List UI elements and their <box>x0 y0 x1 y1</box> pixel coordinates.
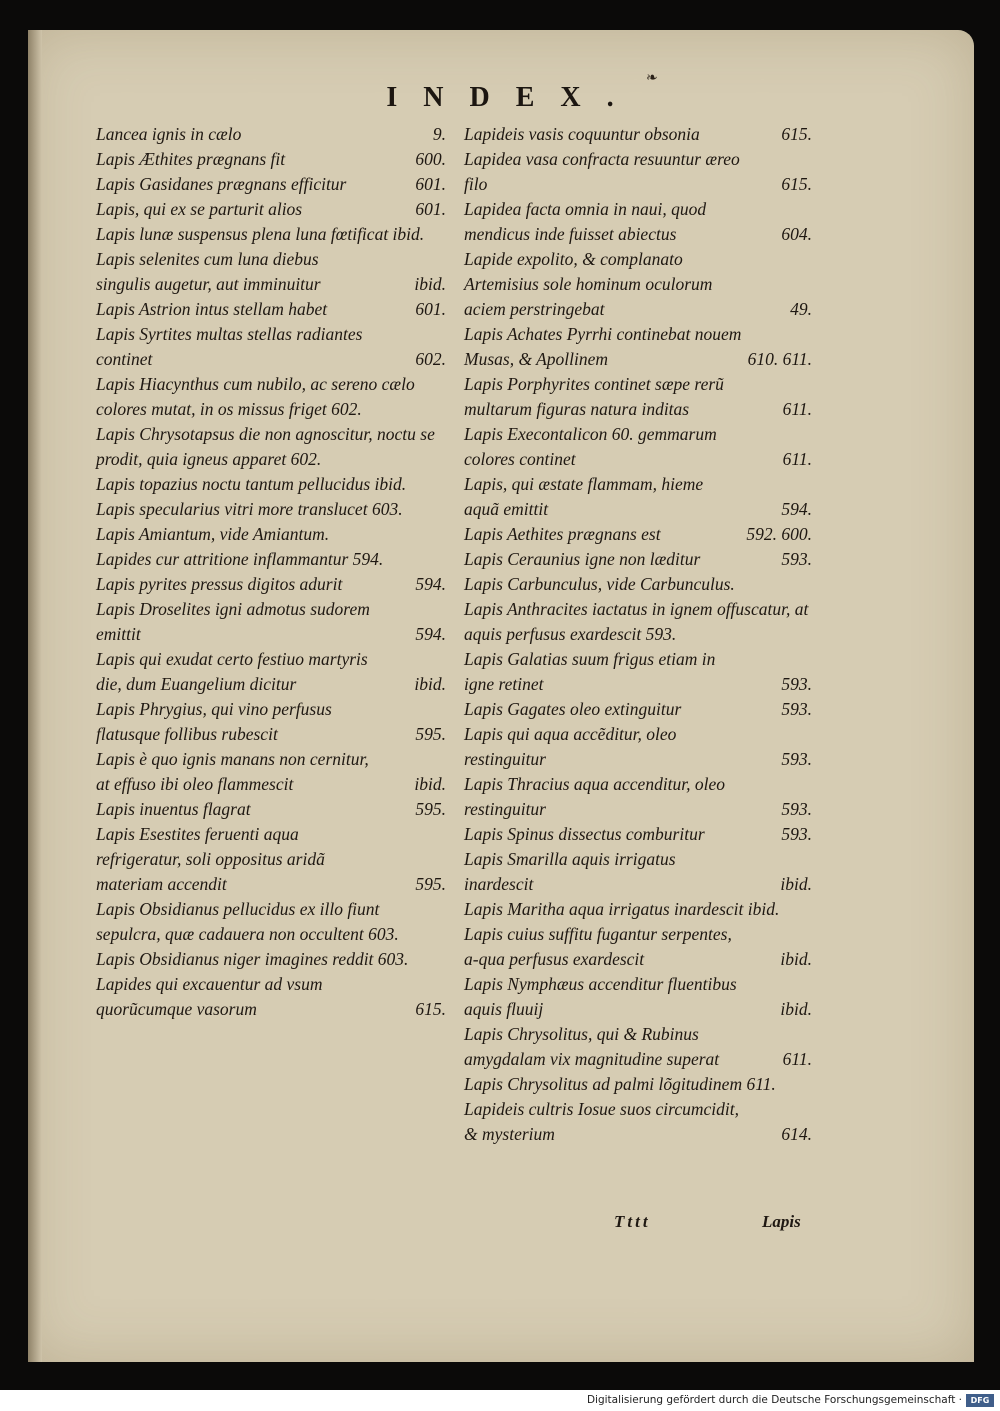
entry-text: Lapis Chrysolitus ad palmi lõgitudinem 611. <box>464 1074 776 1094</box>
index-entry <box>464 147 812 197</box>
ornament: ❧ <box>646 71 658 86</box>
entry-text: Lapis Carbunculus, vide Carbunculus. <box>464 574 735 594</box>
entry-page-number: 593. <box>781 749 812 769</box>
entry-page-number: 592. 600. <box>746 524 812 544</box>
index-entry <box>464 647 812 697</box>
index-entry <box>96 197 446 222</box>
entry-page-number: 600. <box>415 149 446 169</box>
page-spine <box>28 30 42 1362</box>
entry-text: Lapis Execontalicon 60. gemmarum colores continet <box>464 424 717 469</box>
entry-text: Lapis Maritha aqua irrigatus inardescit ibid. <box>464 899 780 919</box>
entry-text: Lancea ignis in cælo <box>96 124 242 144</box>
entry-page-number: 593. <box>781 799 812 819</box>
index-entry <box>96 172 446 197</box>
entry-page-number: 601. <box>415 299 446 319</box>
index-entry <box>464 697 812 722</box>
entry-text: Lapis Ceraunius igne non læditur <box>464 549 701 569</box>
entry-page-number: 593. <box>781 699 812 719</box>
entry-text: Lapis Porphyrites continet sæpe rerũ multarum figuras natura inditas <box>464 374 724 419</box>
index-entry <box>96 797 446 822</box>
entry-page-number: 615. <box>781 174 812 194</box>
entry-page-number: 610. 611. <box>747 349 812 369</box>
catchword: Lapis <box>762 1212 801 1231</box>
entry-page-number: 604. <box>781 224 812 244</box>
entry-text: Lapis Syrtites multas stellas radiantes continet <box>96 324 363 369</box>
entry-text: Lapis Nymphæus accenditur fluentibus aquis fluuij <box>464 974 737 1019</box>
entry-text: Lapides cur attritione inflammantur 594. <box>96 549 384 569</box>
page-heading: INDEX. <box>386 82 640 113</box>
entry-text: Lapis Phrygius, qui vino perfusus flatusque follibus rubescit <box>96 699 332 744</box>
entry-page-number: ibid. <box>780 949 812 969</box>
index-entry <box>464 772 812 822</box>
entry-text: Lapis Aethites prægnans est <box>464 524 661 544</box>
entry-text: Lapis Galatias suum frigus etiam in igne retinet <box>464 649 716 694</box>
index-entry <box>464 422 812 472</box>
index-entry <box>464 722 812 772</box>
entry-text: Lapis lunæ suspensus plena luna fœtificat ibid. <box>96 224 425 244</box>
index-entry <box>96 522 446 547</box>
index-entry <box>96 947 446 972</box>
index-entry <box>96 897 446 947</box>
index-entry <box>464 522 812 547</box>
index-entry <box>464 472 812 522</box>
index-entry <box>464 847 812 897</box>
entry-page-number: 593. <box>781 674 812 694</box>
entry-text: Lapis Smarilla aquis irrigatus inardescit <box>464 849 676 894</box>
entry-text: Lapis cuius suffitu fugantur serpentes, a-qua perfusus exardescit <box>464 924 732 969</box>
entry-text: Lapis Æthites prægnans fit <box>96 149 286 169</box>
entry-page-number: ibid. <box>780 874 812 894</box>
entry-page-number: 49. <box>790 299 812 319</box>
entry-page-number: 594. <box>415 624 446 644</box>
entry-page-number: 9. <box>432 124 446 144</box>
entry-text: Lapis Gasidanes prægnans efficitur <box>96 174 347 194</box>
index-entry <box>96 422 446 472</box>
entry-text: Lapideis cultris Iosue suos circumcidit, & mysterium <box>464 1099 739 1144</box>
index-entry <box>464 572 812 597</box>
entry-text: Lapis Chrysolitus, qui & Rubinus amygdalam vix magnitudine superat <box>464 1024 720 1069</box>
entry-page-number: 595. <box>415 799 446 819</box>
dfg-logo: DFG <box>966 1394 994 1407</box>
index-entry <box>464 822 812 847</box>
index-entry <box>96 647 446 697</box>
entry-page-number: 601. <box>415 199 446 219</box>
index-entry <box>464 372 812 422</box>
index-entry <box>96 572 446 597</box>
entry-text: Lapis, qui ex se parturit alios <box>96 199 303 219</box>
footer-bar <box>0 1391 1000 1411</box>
entry-text: Lapidea facta omnia in naui, quod mendicus inde fuisset abiectus <box>464 199 707 244</box>
entry-text: Lapis Gagates oleo extinguitur <box>464 699 682 719</box>
index-entry <box>96 547 446 572</box>
index-entry <box>96 222 446 247</box>
index-entry <box>96 472 446 497</box>
entry-page-number: 615. <box>781 124 812 144</box>
entry-page-number: ibid. <box>414 274 446 294</box>
index-entry <box>96 747 446 797</box>
entry-text: Lapide expolito, & complanato Artemisius sole hominum oculorum aciem perstringebat <box>464 249 713 319</box>
index-entry <box>464 1097 812 1147</box>
index-entry <box>464 897 812 922</box>
index-entry <box>464 547 812 572</box>
index-entry <box>96 247 446 297</box>
entry-text: Lapis, qui æstate flammam, hieme aquã emittit <box>464 474 704 519</box>
entry-page-number: ibid. <box>414 674 446 694</box>
index-entry <box>96 697 446 747</box>
entry-page-number: 611. <box>782 1049 812 1069</box>
index-entry <box>96 372 446 422</box>
entry-text: Lapideis vasis coquuntur obsonia <box>464 124 700 144</box>
funding-notice: Digitalisierung gefördert durch die Deutsche Forschungsgemeinschaft · <box>586 1394 962 1406</box>
entry-text: Lapis Anthracites iactatus in ignem offuscatur, at aquis perfusus exardescit 593. <box>464 599 809 644</box>
entry-text: Lapis qui aqua accẽditur, oleo restinguitur <box>464 724 677 769</box>
entry-text: Lapis Droselites igni admotus sudorem emittit <box>96 599 370 644</box>
entry-text: Lapis Hiacynthus cum nubilo, ac sereno cælo colores mutat, in os missus friget 602. <box>96 374 415 419</box>
entry-text: Lapis Achates Pyrrhi continebat nouem Musas, & Apollinem <box>464 324 742 369</box>
entry-text: Lapis Astrion intus stellam habet <box>96 299 328 319</box>
index-entry <box>96 497 446 522</box>
entry-page-number: 601. <box>415 174 446 194</box>
entry-text: Lapis è quo ignis manans non cernitur, at effuso ibi oleo flammescit <box>96 749 369 794</box>
entry-page-number: 594. <box>781 499 812 519</box>
entry-page-number: 593. <box>781 824 812 844</box>
index-entry <box>96 297 446 322</box>
entry-text: Lapis topazius noctu tantum pellucidus ibid. <box>96 474 407 494</box>
index-entry <box>96 147 446 172</box>
entry-page-number: 611. <box>782 449 812 469</box>
index-entry <box>96 122 446 147</box>
index-column-left <box>96 122 446 1022</box>
signature-mark: Tttt <box>614 1212 651 1231</box>
entry-text: Lapis specularius vitri more translucet 603. <box>96 499 403 519</box>
index-entry <box>96 322 446 372</box>
entry-page-number: 593. <box>781 549 812 569</box>
index-entry <box>96 597 446 647</box>
entry-page-number: ibid. <box>414 774 446 794</box>
entry-text: Lapis inuentus flagrat <box>96 799 251 819</box>
entry-text: Lapis Chrysotapsus die non agnoscitur, noctu se prodit, quia igneus apparet 602. <box>96 424 435 469</box>
index-entry <box>464 922 812 972</box>
entry-page-number: 594. <box>415 574 446 594</box>
entry-page-number: 614. <box>781 1124 812 1144</box>
index-entry <box>464 1022 812 1072</box>
entry-text: Lapis pyrites pressus digitos adurit <box>96 574 343 594</box>
entry-text: Lapis Amiantum, vide Amiantum. <box>96 524 330 544</box>
entry-text: Lapis Thracius aqua accenditur, oleo restinguitur <box>464 774 726 819</box>
index-column-right <box>464 122 812 1147</box>
index-entry <box>464 122 812 147</box>
entry-page-number: 595. <box>415 724 446 744</box>
entry-page-number: ibid. <box>780 999 812 1019</box>
index-entry <box>464 972 812 1022</box>
entry-text: Lapis selenites cum luna diebus singulis augetur, aut imminuitur <box>96 249 321 294</box>
entry-text: Lapis qui exudat certo festiuo martyris die, dum Euangelium dicitur <box>96 649 368 694</box>
entry-page-number: 611. <box>782 399 812 419</box>
index-entry <box>464 197 812 247</box>
index-entry <box>464 597 812 647</box>
entry-text: Lapis Esestites feruenti aqua refrigeratur, soli oppositus aridã materiam accendit <box>96 824 325 894</box>
entry-page-number: 615. <box>415 999 446 1019</box>
entry-text: Lapidea vasa confracta resuuntur æreo filo <box>464 149 740 194</box>
entry-text: Lapides qui excauentur ad vsum quorũcumque vasorum <box>96 974 323 1019</box>
entry-text: Lapis Spinus dissectus comburitur <box>464 824 705 844</box>
index-entry <box>464 322 812 372</box>
entry-text: Lapis Obsidianus niger imagines reddit 603. <box>96 949 409 969</box>
index-entry <box>464 1072 812 1097</box>
entry-page-number: 602. <box>415 349 446 369</box>
entry-page-number: 595. <box>415 874 446 894</box>
entry-text: Lapis Obsidianus pellucidus ex illo fiunt sepulcra, quæ cadauera non occultent 603. <box>96 899 399 944</box>
index-entry <box>464 247 812 322</box>
index-entry <box>96 972 446 1022</box>
index-entry <box>96 822 446 897</box>
